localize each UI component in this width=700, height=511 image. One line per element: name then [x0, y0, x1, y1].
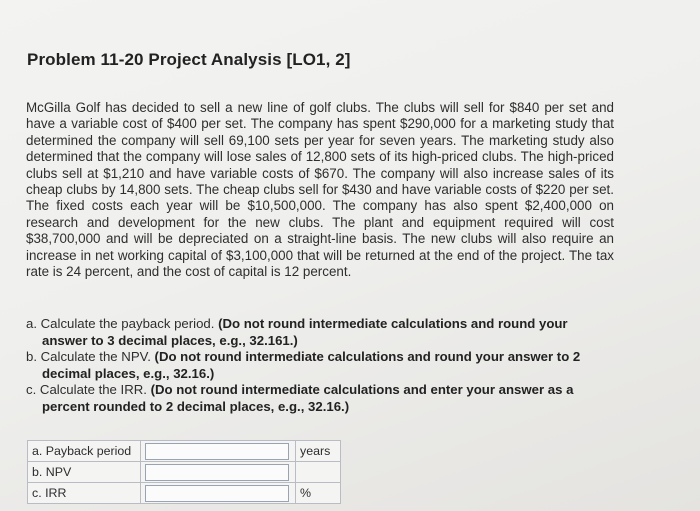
question-a-note: (Do not round intermediate calculations and round your answer to 3 decimal places, e.g., 32.161.): [42, 316, 568, 348]
irr-input-cell: [141, 483, 296, 504]
page-title: Problem 11-20 Project Analysis [LO1, 2]: [27, 50, 351, 69]
npv-input[interactable]: [145, 464, 289, 481]
npv-label: b. NPV: [28, 462, 141, 483]
payback-input[interactable]: [145, 443, 289, 460]
answer-row-payback: [28, 441, 341, 462]
question-a-text: a. Calculate the payback period.: [26, 316, 215, 331]
npv-input-cell: [141, 462, 296, 483]
irr-unit: %: [296, 483, 341, 504]
question-list: [26, 316, 616, 416]
payback-unit: years: [296, 441, 341, 462]
answer-row-irr: [28, 483, 341, 504]
question-b-note: (Do not round intermediate calculations and round your answer to 2 decimal places, e.g., 32.16.): [42, 349, 581, 381]
payback-label: a. Payback period: [28, 441, 141, 462]
answer-table: [27, 440, 341, 504]
question-a: [26, 316, 616, 349]
problem-text: McGilla Golf has decided to sell a new line of golf clubs. The clubs will sell for $840 per set and have a variable cost of $400 per set. The company has spent $290,000 for a marketing study that determined the company will sell 69,100 sets per year for seven years. The marketing study also determined that the company will lose sales of 12,800 sets of its high-priced clubs. The high-priced clubs sell at $1,210 and have variable costs of $670. The company will also increase sales of its cheap clubs by 14,800 sets. The cheap clubs sell for $430 and have variable costs of $220 per set. The fixed costs each year will be $10,500,000. The company has also spent $2,400,000 on research and development for the new clubs. The plant and equipment required will cost $38,700,000 and will be depreciated on a straight-line basis. The new clubs will also require an increase in net working capital of $3,100,000 that will be returned at the end of the project. The tax rate is 24 percent, and the cost of capital is 12 percent.: [26, 100, 614, 280]
question-b-text: b. Calculate the NPV.: [26, 349, 151, 365]
irr-input[interactable]: [145, 485, 289, 502]
question-c-text: c. Calculate the IRR.: [26, 382, 147, 398]
question-c-note: (Do not round intermediate calculations and enter your answer as a percent rounded to 2 decimal places, e.g., 32.16.): [42, 382, 574, 414]
question-c: [26, 382, 616, 415]
question-b: [26, 349, 616, 382]
npv-unit: [296, 462, 341, 483]
irr-label: c. IRR: [28, 483, 141, 504]
payback-input-cell: [141, 441, 296, 462]
answer-row-npv: [28, 462, 341, 483]
